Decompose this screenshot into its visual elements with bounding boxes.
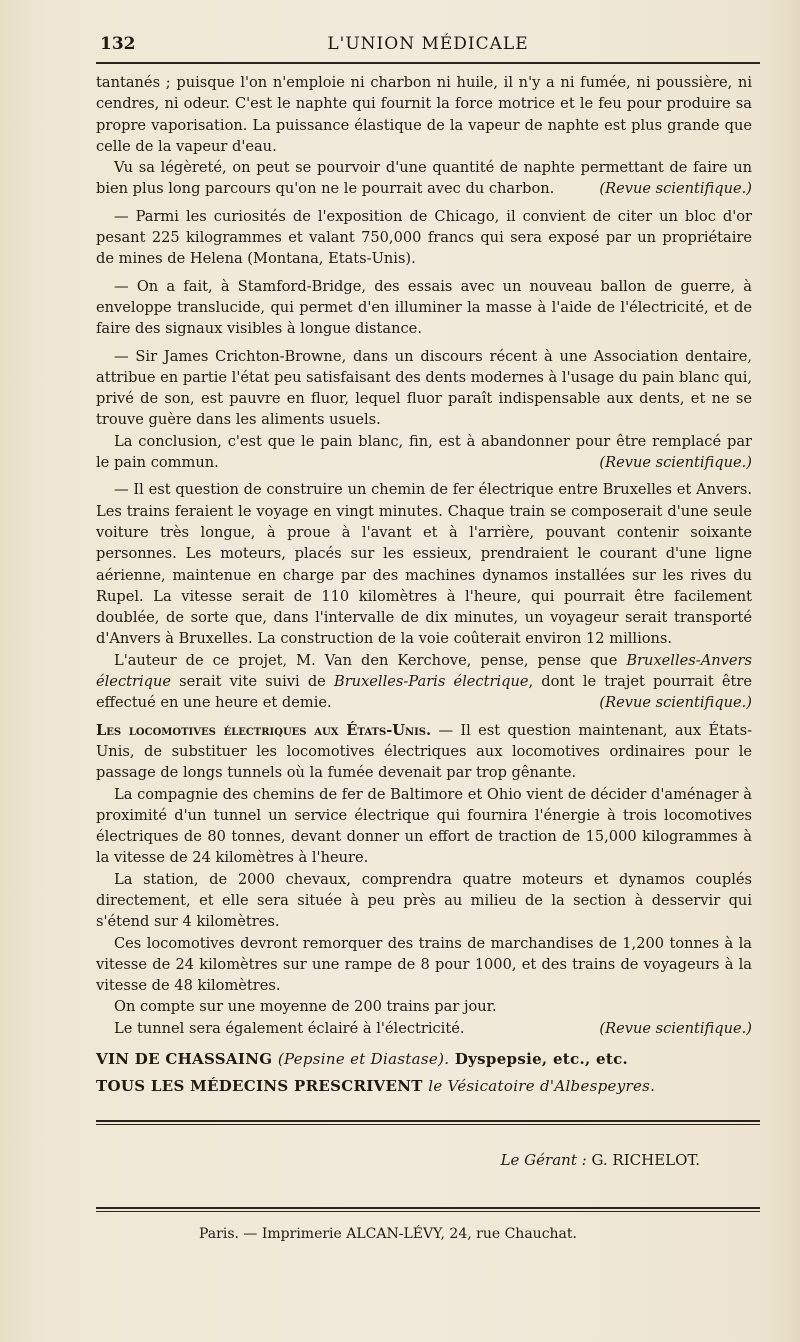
source-citation: (Revue scientifique.) (599, 1019, 752, 1037)
source-citation: (Revue scientifique.) (599, 694, 752, 712)
imprint-rule (96, 1207, 760, 1209)
advertisement: VIN DE CHASSAING (Pepsine et Diastase). Dyspepsie, etc., etc. (96, 1050, 629, 1069)
paragraph: Le tunnel sera également éclairé à l'électricité. (Revue scientifique.) (96, 1018, 752, 1039)
imprint-rule (96, 1211, 760, 1212)
footer-rule (96, 1120, 760, 1122)
paragraph: — On a fait, à Stamford-Bridge, des essais avec un nouveau ballon de guerre, à enveloppe translucide, qui permet d'en illuminer la masse à l'aide de l'électricité, et de faire des signaux visibles à longue distance. (96, 277, 752, 338)
page-number: 132 (100, 34, 136, 54)
section-lead: Les locomotives électriques aux États-Unis. (96, 721, 432, 739)
source-citation: (Revue scientifique.) (599, 180, 752, 198)
advertisement: TOUS LES MÉDECINS PRESCRIVENT le Vésicatoire d'Albespeyres. (96, 1077, 656, 1096)
paragraph: — Il est question de construire un chemin de fer électrique entre Bruxelles et Anvers. Les trains feraient le voyage en vingt minutes. Chaque train se composerait d'une seule voiture très longue, à proue à l'avant et à l'arrière, pouvant contenir soixante personnes. Les moteurs, placés sur les essieux, prendraient le courant d'une ligne aérienne, maintenue en charge par des machines dynamos installées sur les rives du Rupel. La vitesse serait de 110 kilomètres à l'heure, qui pourrait être facilement doublée, de sorte que, dans l'intervalle de dix minutes, un voyageur serait transporté d'Anvers à Bruxelles. La construction de la voie coûterait environ 12 millions. (96, 481, 752, 648)
article-body (96, 72, 760, 1098)
page-header (96, 26, 760, 58)
paragraph: La conclusion, c'est que le pain blanc, fin, est à abandonner pour être remplacé par le pain commun. (Revue scientifique.) (96, 431, 752, 474)
paragraph: L'auteur de ce projet, M. Van den Kerchove, pense, pense que Bruxelles-Anvers électrique serait vite suivi de Bruxelles-Paris électrique, dont le trajet pourrait être effectué en une heure et demie. (Revue scientifique.) (96, 650, 752, 714)
paragraph: On compte sur une moyenne de 200 trains par jour. (114, 998, 497, 1016)
paragraph: Les locomotives électriques aux États-Unis. — Il est question maintenant, aux États-Unis, de substituer les locomotives électriques aux locomotives ordinaires pour le passage de longs tunnels où la fumée devenait par trop gênante. (96, 721, 752, 782)
source-citation: (Revue scientifique.) (599, 454, 752, 472)
italic-phrase: Bruxelles-Anvers électrique (96, 651, 752, 691)
paragraph: — Parmi les curiosités de l'exposition de Chicago, il convient de citer un bloc d'or pesant 225 kilogrammes et valant 750,000 francs qui sera exposé par un propriétaire de mines de Helena (Montana, Etats-Unis). (96, 207, 752, 268)
footer-rule (96, 1124, 760, 1125)
italic-phrase: Bruxelles-Paris électrique (333, 673, 529, 691)
running-title: L'UNION MÉDICALE (327, 34, 529, 54)
header-rule (96, 62, 760, 64)
paragraph: La station, de 2000 chevaux, comprendra quatre moteurs et dynamos couplés directement, et elle sera située à peu près au milieu de la section à desservir qui s'étend sur 4 kilomètres. (96, 870, 752, 931)
paragraph: Ces locomotives devront remorquer des trains de marchandises de 1,200 tonnes à la vitesse de 24 kilomètres sur une rampe de 8 pour 1000, et des trains de voyageurs à la vitesse de 48 kilomètres. (96, 934, 752, 995)
paragraph: — Sir James Crichton-Browne, dans un discours récent à une Association dentaire, attribue en partie l'état peu satisfaisant des dents modernes à l'usage du pain blanc qui, privé de son, est pauvre en fluor, lequel fluor paraît indispensable aux dents, et ne se trouve guère dans les aliments usuels. (96, 347, 752, 429)
paragraph: Vu sa légèreté, on peut se pourvoir d'une quantité de naphte permettant de faire un bien plus long parcours qu'on ne le pourrait avec du charbon. (Revue scientifique.) (96, 157, 752, 200)
printer-imprint: Paris. — Imprimerie ALCAN-LÉVY, 24, rue Chauchat. (199, 1225, 577, 1242)
gerant-signature: Le Gérant : G. RICHELOT. (500, 1150, 700, 1169)
paragraph: La compagnie des chemins de fer de Baltimore et Ohio vient de décider d'aménager à proximité d'un tunnel un service électrique qui fournira l'énergie à trois locomotives électriques de 80 tonnes, devant donner un effort de traction de 15,000 kilogrammes à la vitesse de 24 kilomètres à l'heure. (96, 785, 752, 867)
paragraph: tantanés ; puisque l'on n'emploie ni charbon ni huile, il n'y a ni fumée, ni poussière, ni cendres, ni odeur. C'est le naphte qui fournit la force motrice et le feu pour produire sa propre vaporisation. La puissance élastique de la vapeur de naphte est plus grande que celle de la vapeur d'eau. (96, 74, 752, 155)
